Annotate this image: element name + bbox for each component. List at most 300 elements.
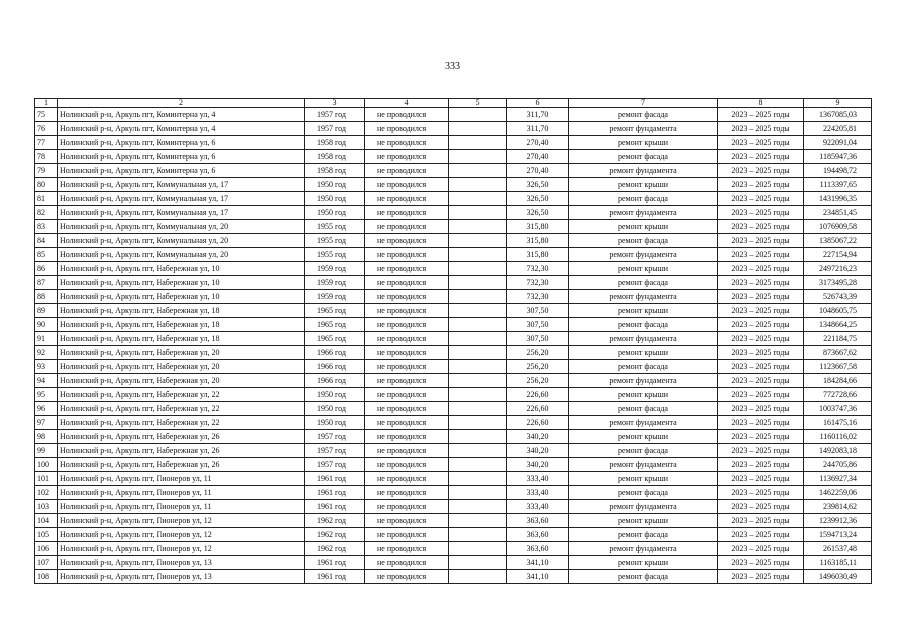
table-row [35, 416, 872, 430]
last-repair-cell: не проводился [365, 388, 449, 402]
last-repair-cell: не проводился [365, 108, 449, 122]
col5-value-cell [449, 472, 507, 486]
column-header: 7 [569, 99, 718, 108]
address-cell: Нолинский р-н, Аркуль пгт, Набережная ул, 18 [58, 318, 305, 332]
col5-value-cell [449, 248, 507, 262]
table-row [35, 108, 872, 122]
repair-period-cell: 2023 – 2025 годы [718, 318, 804, 332]
address-cell: Нолинский р-н, Аркуль пгт, Набережная ул, 18 [58, 332, 305, 346]
area-cell: 340,20 [507, 444, 569, 458]
repair-period-cell: 2023 – 2025 годы [718, 220, 804, 234]
work-type-cell: ремонт фасада [569, 402, 718, 416]
row-number-cell: 83 [35, 220, 58, 234]
cost-cell: 261537,48 [804, 542, 872, 556]
row-number-cell: 78 [35, 150, 58, 164]
last-repair-cell: не проводился [365, 248, 449, 262]
cost-cell: 184284,66 [804, 374, 872, 388]
address-cell: Нолинский р-н, Аркуль пгт, Набережная ул, 22 [58, 388, 305, 402]
area-cell: 256,20 [507, 360, 569, 374]
area-cell: 732,30 [507, 262, 569, 276]
build-year-cell: 1958 год [305, 164, 365, 178]
work-type-cell: ремонт фасада [569, 570, 718, 584]
table-row [35, 514, 872, 528]
last-repair-cell: не проводился [365, 458, 449, 472]
col5-value-cell [449, 360, 507, 374]
col5-value-cell [449, 430, 507, 444]
area-cell: 256,20 [507, 374, 569, 388]
col5-value-cell [449, 164, 507, 178]
row-number-cell: 88 [35, 290, 58, 304]
col5-value-cell [449, 150, 507, 164]
address-cell: Нолинский р-н, Аркуль пгт, Коминтерна ул, 6 [58, 164, 305, 178]
row-number-cell: 98 [35, 430, 58, 444]
last-repair-cell: не проводился [365, 514, 449, 528]
address-cell: Нолинский р-н, Аркуль пгт, Коммунальная ул, 20 [58, 248, 305, 262]
build-year-cell: 1950 год [305, 388, 365, 402]
row-number-cell: 93 [35, 360, 58, 374]
repair-period-cell: 2023 – 2025 годы [718, 206, 804, 220]
col5-value-cell [449, 192, 507, 206]
repair-period-cell: 2023 – 2025 годы [718, 332, 804, 346]
address-cell: Нолинский р-н, Аркуль пгт, Коминтерна ул, 4 [58, 122, 305, 136]
address-cell: Нолинский р-н, Аркуль пгт, Набережная ул, 26 [58, 458, 305, 472]
row-number-cell: 104 [35, 514, 58, 528]
table-row [35, 528, 872, 542]
address-cell: Нолинский р-н, Аркуль пгт, Коммунальная ул, 20 [58, 234, 305, 248]
address-cell: Нолинский р-н, Аркуль пгт, Пионеров ул, 12 [58, 514, 305, 528]
work-type-cell: ремонт крыши [569, 262, 718, 276]
area-cell: 311,70 [507, 108, 569, 122]
table-row [35, 542, 872, 556]
repair-period-cell: 2023 – 2025 годы [718, 276, 804, 290]
area-cell: 226,60 [507, 388, 569, 402]
last-repair-cell: не проводился [365, 430, 449, 444]
last-repair-cell: не проводился [365, 528, 449, 542]
build-year-cell: 1957 год [305, 108, 365, 122]
cost-cell: 1076909,58 [804, 220, 872, 234]
repair-period-cell: 2023 – 2025 годы [718, 430, 804, 444]
row-number-cell: 82 [35, 206, 58, 220]
build-year-cell: 1959 год [305, 276, 365, 290]
row-number-cell: 81 [35, 192, 58, 206]
work-type-cell: ремонт фундамента [569, 164, 718, 178]
address-cell: Нолинский р-н, Аркуль пгт, Пионеров ул, 11 [58, 486, 305, 500]
col5-value-cell [449, 514, 507, 528]
row-number-cell: 99 [35, 444, 58, 458]
cost-cell: 244705,86 [804, 458, 872, 472]
table-row [35, 178, 872, 192]
table-row [35, 486, 872, 500]
repair-period-cell: 2023 – 2025 годы [718, 192, 804, 206]
build-year-cell: 1950 год [305, 178, 365, 192]
last-repair-cell: не проводился [365, 122, 449, 136]
build-year-cell: 1958 год [305, 136, 365, 150]
column-header: 9 [804, 99, 872, 108]
last-repair-cell: не проводился [365, 402, 449, 416]
row-number-cell: 102 [35, 486, 58, 500]
row-number-cell: 95 [35, 388, 58, 402]
table-row [35, 262, 872, 276]
work-type-cell: ремонт фасада [569, 276, 718, 290]
area-cell: 226,60 [507, 402, 569, 416]
cost-cell: 2497216,23 [804, 262, 872, 276]
row-number-cell: 94 [35, 374, 58, 388]
last-repair-cell: не проводился [365, 150, 449, 164]
area-cell: 340,20 [507, 430, 569, 444]
table-body [35, 108, 872, 584]
area-cell: 341,10 [507, 556, 569, 570]
repair-period-cell: 2023 – 2025 годы [718, 136, 804, 150]
col5-value-cell [449, 388, 507, 402]
repair-period-cell: 2023 – 2025 годы [718, 248, 804, 262]
col5-value-cell [449, 486, 507, 500]
last-repair-cell: не проводился [365, 206, 449, 220]
cost-cell: 239814,62 [804, 500, 872, 514]
last-repair-cell: не проводился [365, 416, 449, 430]
address-cell: Нолинский р-н, Аркуль пгт, Набережная ул, 10 [58, 290, 305, 304]
last-repair-cell: не проводился [365, 192, 449, 206]
work-type-cell: ремонт фундамента [569, 416, 718, 430]
cost-cell: 1496030,49 [804, 570, 872, 584]
repair-period-cell: 2023 – 2025 годы [718, 178, 804, 192]
area-cell: 340,20 [507, 458, 569, 472]
table-row [35, 556, 872, 570]
col5-value-cell [449, 570, 507, 584]
last-repair-cell: не проводился [365, 136, 449, 150]
row-number-cell: 97 [35, 416, 58, 430]
column-header: 1 [35, 99, 58, 108]
table-row [35, 500, 872, 514]
page-number: 333 [445, 61, 460, 72]
row-number-cell: 89 [35, 304, 58, 318]
address-cell: Нолинский р-н, Аркуль пгт, Пионеров ул, 13 [58, 570, 305, 584]
area-cell: 333,40 [507, 472, 569, 486]
build-year-cell: 1966 год [305, 360, 365, 374]
row-number-cell: 77 [35, 136, 58, 150]
row-number-cell: 100 [35, 458, 58, 472]
area-cell: 307,50 [507, 332, 569, 346]
cost-cell: 1239912,36 [804, 514, 872, 528]
build-year-cell: 1961 год [305, 556, 365, 570]
area-cell: 315,80 [507, 248, 569, 262]
work-type-cell: ремонт фундамента [569, 542, 718, 556]
address-cell: Нолинский р-н, Аркуль пгт, Набережная ул, 18 [58, 304, 305, 318]
last-repair-cell: не проводился [365, 500, 449, 514]
table-row [35, 164, 872, 178]
table-row [35, 122, 872, 136]
last-repair-cell: не проводился [365, 360, 449, 374]
build-year-cell: 1961 год [305, 472, 365, 486]
cost-cell: 1431996,35 [804, 192, 872, 206]
table-row [35, 234, 872, 248]
row-number-cell: 106 [35, 542, 58, 556]
area-cell: 270,40 [507, 150, 569, 164]
table-row [35, 206, 872, 220]
build-year-cell: 1966 год [305, 346, 365, 360]
column-header: 6 [507, 99, 569, 108]
work-type-cell: ремонт фундамента [569, 374, 718, 388]
table-row [35, 290, 872, 304]
area-cell: 307,50 [507, 304, 569, 318]
work-type-cell: ремонт фундамента [569, 290, 718, 304]
row-number-cell: 84 [35, 234, 58, 248]
row-number-cell: 76 [35, 122, 58, 136]
area-cell: 270,40 [507, 136, 569, 150]
cost-cell: 873667,62 [804, 346, 872, 360]
build-year-cell: 1955 год [305, 220, 365, 234]
table-row [35, 248, 872, 262]
row-number-cell: 90 [35, 318, 58, 332]
work-type-cell: ремонт фундамента [569, 500, 718, 514]
work-type-cell: ремонт фундамента [569, 248, 718, 262]
build-year-cell: 1955 год [305, 248, 365, 262]
column-header: 3 [305, 99, 365, 108]
last-repair-cell: не проводился [365, 374, 449, 388]
build-year-cell: 1965 год [305, 318, 365, 332]
repair-period-cell: 2023 – 2025 годы [718, 346, 804, 360]
col5-value-cell [449, 332, 507, 346]
table-row [35, 444, 872, 458]
col5-value-cell [449, 234, 507, 248]
repair-period-cell: 2023 – 2025 годы [718, 570, 804, 584]
address-cell: Нолинский р-н, Аркуль пгт, Набережная ул, 26 [58, 444, 305, 458]
work-type-cell: ремонт крыши [569, 220, 718, 234]
col5-value-cell [449, 220, 507, 234]
col5-value-cell [449, 528, 507, 542]
build-year-cell: 1966 год [305, 374, 365, 388]
col5-value-cell [449, 178, 507, 192]
work-type-cell: ремонт фасада [569, 192, 718, 206]
area-cell: 307,50 [507, 318, 569, 332]
address-cell: Нолинский р-н, Аркуль пгт, Пионеров ул, 12 [58, 542, 305, 556]
area-cell: 363,60 [507, 528, 569, 542]
last-repair-cell: не проводился [365, 332, 449, 346]
build-year-cell: 1957 год [305, 122, 365, 136]
column-header: 4 [365, 99, 449, 108]
repair-period-cell: 2023 – 2025 годы [718, 122, 804, 136]
last-repair-cell: не проводился [365, 346, 449, 360]
build-year-cell: 1950 год [305, 402, 365, 416]
table-row [35, 192, 872, 206]
cost-cell: 1048605,75 [804, 304, 872, 318]
row-number-cell: 79 [35, 164, 58, 178]
work-type-cell: ремонт фундамента [569, 332, 718, 346]
table-row [35, 360, 872, 374]
cost-cell: 1163185,11 [804, 556, 872, 570]
work-type-cell: ремонт фасада [569, 444, 718, 458]
work-type-cell: ремонт фасада [569, 234, 718, 248]
repair-period-cell: 2023 – 2025 годы [718, 472, 804, 486]
repair-period-cell: 2023 – 2025 годы [718, 444, 804, 458]
build-year-cell: 1957 год [305, 458, 365, 472]
column-header: 2 [58, 99, 305, 108]
table-row [35, 276, 872, 290]
cost-cell: 224205,81 [804, 122, 872, 136]
address-cell: Нолинский р-н, Аркуль пгт, Набережная ул, 20 [58, 346, 305, 360]
last-repair-cell: не проводился [365, 164, 449, 178]
build-year-cell: 1962 год [305, 514, 365, 528]
cost-cell: 1160116,02 [804, 430, 872, 444]
cost-cell: 161475,16 [804, 416, 872, 430]
last-repair-cell: не проводился [365, 542, 449, 556]
address-cell: Нолинский р-н, Аркуль пгт, Коммунальная ул, 17 [58, 192, 305, 206]
last-repair-cell: не проводился [365, 472, 449, 486]
repair-period-cell: 2023 – 2025 годы [718, 374, 804, 388]
repair-period-cell: 2023 – 2025 годы [718, 486, 804, 500]
work-type-cell: ремонт фасада [569, 108, 718, 122]
build-year-cell: 1955 год [305, 234, 365, 248]
col5-value-cell [449, 290, 507, 304]
repair-period-cell: 2023 – 2025 годы [718, 528, 804, 542]
col5-value-cell [449, 374, 507, 388]
table-row [35, 374, 872, 388]
row-number-cell: 92 [35, 346, 58, 360]
col5-value-cell [449, 458, 507, 472]
build-year-cell: 1959 год [305, 290, 365, 304]
cost-cell: 194498,72 [804, 164, 872, 178]
repair-period-cell: 2023 – 2025 годы [718, 290, 804, 304]
col5-value-cell [449, 444, 507, 458]
address-cell: Нолинский р-н, Аркуль пгт, Набережная ул, 22 [58, 402, 305, 416]
address-cell: Нолинский р-н, Аркуль пгт, Набережная ул, 20 [58, 374, 305, 388]
repair-period-cell: 2023 – 2025 годы [718, 164, 804, 178]
last-repair-cell: не проводился [365, 556, 449, 570]
last-repair-cell: не проводился [365, 220, 449, 234]
col5-value-cell [449, 402, 507, 416]
work-type-cell: ремонт фундамента [569, 458, 718, 472]
table-row [35, 570, 872, 584]
table-row [35, 220, 872, 234]
last-repair-cell: не проводился [365, 570, 449, 584]
work-type-cell: ремонт фасада [569, 150, 718, 164]
last-repair-cell: не проводился [365, 486, 449, 500]
build-year-cell: 1965 год [305, 332, 365, 346]
cost-cell: 1185947,36 [804, 150, 872, 164]
build-year-cell: 1950 год [305, 206, 365, 220]
work-type-cell: ремонт крыши [569, 346, 718, 360]
work-type-cell: ремонт крыши [569, 556, 718, 570]
area-cell: 311,70 [507, 122, 569, 136]
area-cell: 256,20 [507, 346, 569, 360]
repair-period-cell: 2023 – 2025 годы [718, 416, 804, 430]
area-cell: 326,50 [507, 206, 569, 220]
col5-value-cell [449, 276, 507, 290]
work-type-cell: ремонт крыши [569, 178, 718, 192]
build-year-cell: 1957 год [305, 430, 365, 444]
repair-period-cell: 2023 – 2025 годы [718, 542, 804, 556]
row-number-cell: 87 [35, 276, 58, 290]
build-year-cell: 1962 год [305, 542, 365, 556]
area-cell: 732,30 [507, 276, 569, 290]
row-number-cell: 75 [35, 108, 58, 122]
row-number-cell: 101 [35, 472, 58, 486]
build-year-cell: 1965 год [305, 304, 365, 318]
build-year-cell: 1957 год [305, 444, 365, 458]
repair-period-cell: 2023 – 2025 годы [718, 304, 804, 318]
address-cell: Нолинский р-н, Аркуль пгт, Коммунальная ул, 20 [58, 220, 305, 234]
row-number-cell: 96 [35, 402, 58, 416]
area-cell: 326,50 [507, 192, 569, 206]
repair-period-cell: 2023 – 2025 годы [718, 402, 804, 416]
cost-cell: 1594713,24 [804, 528, 872, 542]
column-number-header-row [35, 99, 872, 108]
address-cell: Нолинский р-н, Аркуль пгт, Коминтерна ул, 6 [58, 136, 305, 150]
table-row [35, 402, 872, 416]
col5-value-cell [449, 206, 507, 220]
table-row [35, 332, 872, 346]
address-cell: Нолинский р-н, Аркуль пгт, Набережная ул, 10 [58, 262, 305, 276]
row-number-cell: 107 [35, 556, 58, 570]
cost-cell: 1385067,22 [804, 234, 872, 248]
cost-cell: 1348664,25 [804, 318, 872, 332]
build-year-cell: 1961 год [305, 570, 365, 584]
work-type-cell: ремонт крыши [569, 430, 718, 444]
cost-cell: 1462259,06 [804, 486, 872, 500]
build-year-cell: 1959 год [305, 262, 365, 276]
build-year-cell: 1950 год [305, 416, 365, 430]
cost-cell: 526743,39 [804, 290, 872, 304]
area-cell: 226,60 [507, 416, 569, 430]
area-cell: 363,60 [507, 542, 569, 556]
col5-value-cell [449, 318, 507, 332]
col5-value-cell [449, 556, 507, 570]
column-header: 8 [718, 99, 804, 108]
repair-period-cell: 2023 – 2025 годы [718, 556, 804, 570]
area-cell: 333,40 [507, 486, 569, 500]
repair-period-cell: 2023 – 2025 годы [718, 388, 804, 402]
area-cell: 363,60 [507, 514, 569, 528]
repair-period-cell: 2023 – 2025 годы [718, 108, 804, 122]
last-repair-cell: не проводился [365, 234, 449, 248]
address-cell: Нолинский р-н, Аркуль пгт, Коммунальная ул, 17 [58, 206, 305, 220]
last-repair-cell: не проводился [365, 444, 449, 458]
row-number-cell: 91 [35, 332, 58, 346]
repair-schedule-table [34, 98, 872, 584]
work-type-cell: ремонт фасада [569, 360, 718, 374]
address-cell: Нолинский р-н, Аркуль пгт, Коминтерна ул, 4 [58, 108, 305, 122]
col5-value-cell [449, 500, 507, 514]
repair-period-cell: 2023 – 2025 годы [718, 262, 804, 276]
cost-cell: 1136927,34 [804, 472, 872, 486]
cost-cell: 1123667,58 [804, 360, 872, 374]
work-type-cell: ремонт крыши [569, 472, 718, 486]
last-repair-cell: не проводился [365, 304, 449, 318]
cost-cell: 1113397,65 [804, 178, 872, 192]
area-cell: 326,50 [507, 178, 569, 192]
address-cell: Нолинский р-н, Аркуль пгт, Набережная ул, 10 [58, 276, 305, 290]
address-cell: Нолинский р-н, Аркуль пгт, Коминтерна ул, 6 [58, 150, 305, 164]
row-number-cell: 85 [35, 248, 58, 262]
col5-value-cell [449, 262, 507, 276]
area-cell: 333,40 [507, 500, 569, 514]
address-cell: Нолинский р-н, Аркуль пгт, Пионеров ул, 13 [58, 556, 305, 570]
repair-period-cell: 2023 – 2025 годы [718, 234, 804, 248]
build-year-cell: 1961 год [305, 486, 365, 500]
cost-cell: 227154,94 [804, 248, 872, 262]
repair-period-cell: 2023 – 2025 годы [718, 360, 804, 374]
table-row [35, 318, 872, 332]
table-row [35, 472, 872, 486]
work-type-cell: ремонт крыши [569, 304, 718, 318]
area-cell: 732,30 [507, 290, 569, 304]
col5-value-cell [449, 136, 507, 150]
address-cell: Нолинский р-н, Аркуль пгт, Набережная ул, 26 [58, 430, 305, 444]
table-row [35, 346, 872, 360]
last-repair-cell: не проводился [365, 178, 449, 192]
area-cell: 315,80 [507, 220, 569, 234]
work-type-cell: ремонт фундамента [569, 122, 718, 136]
address-cell: Нолинский р-н, Аркуль пгт, Набережная ул, 20 [58, 360, 305, 374]
